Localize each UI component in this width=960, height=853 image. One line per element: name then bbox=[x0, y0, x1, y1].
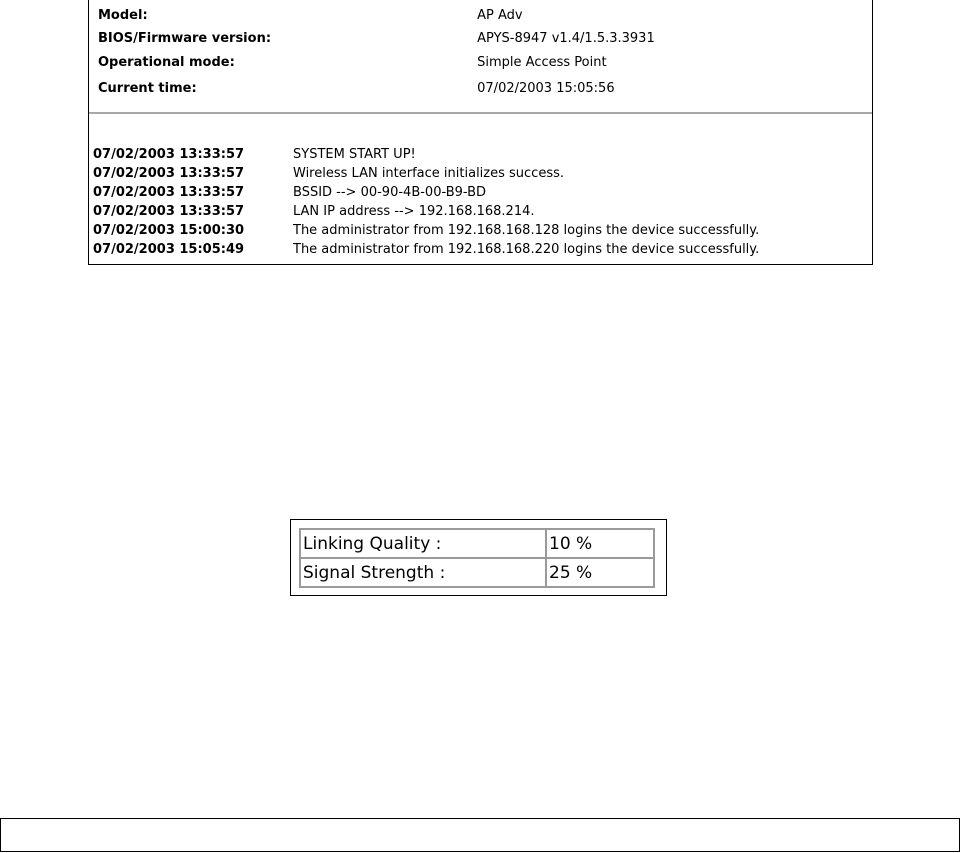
info-row-firmware bbox=[98, 29, 655, 49]
mode-value: Simple Access Point bbox=[477, 55, 607, 70]
model-value: AP Adv bbox=[477, 8, 523, 23]
log-entry bbox=[93, 221, 759, 240]
linking-quality-label: Linking Quality : bbox=[300, 529, 546, 558]
signal-table bbox=[299, 528, 655, 588]
signal-strength-label: Signal Strength : bbox=[300, 558, 546, 587]
table-row-linking-quality bbox=[300, 529, 654, 558]
log-entry bbox=[93, 240, 759, 259]
log-timestamp: 07/02/2003 15:00:30 bbox=[93, 223, 245, 238]
log-message: The administrator from 192.168.168.128 logins the device successfully. bbox=[293, 223, 760, 238]
log-message: BSSID --> 00-90-4B-00-B9-BD bbox=[293, 185, 487, 200]
log-entry bbox=[93, 145, 759, 164]
log-timestamp: 07/02/2003 13:33:57 bbox=[93, 185, 245, 200]
log-message: The administrator from 192.168.168.220 logins the device successfully. bbox=[293, 242, 760, 257]
info-row-current-time bbox=[98, 79, 615, 99]
log-message: SYSTEM START UP! bbox=[293, 147, 416, 162]
log-message: LAN IP address --> 192.168.168.214. bbox=[293, 204, 535, 219]
log-message: Wireless LAN interface initializes success. bbox=[293, 166, 565, 181]
bottom-frame bbox=[0, 818, 960, 852]
device-status-panel bbox=[88, 0, 873, 265]
signal-status-box bbox=[290, 519, 667, 596]
linking-quality-value: 10 % bbox=[546, 529, 654, 558]
info-row-model bbox=[98, 6, 523, 26]
log-entry bbox=[93, 183, 759, 202]
event-log bbox=[93, 145, 759, 259]
table-row-signal-strength bbox=[300, 558, 654, 587]
signal-strength-value: 25 % bbox=[546, 558, 654, 587]
firmware-label: BIOS/Firmware version: bbox=[98, 31, 272, 46]
current-time-value: 07/02/2003 15:05:56 bbox=[477, 81, 615, 96]
log-timestamp: 07/02/2003 13:33:57 bbox=[93, 166, 245, 181]
section-divider bbox=[89, 112, 872, 114]
log-timestamp: 07/02/2003 15:05:49 bbox=[93, 242, 245, 257]
current-time-label: Current time: bbox=[98, 81, 197, 96]
log-entry bbox=[93, 164, 759, 183]
info-row-mode bbox=[98, 53, 607, 73]
log-timestamp: 07/02/2003 13:33:57 bbox=[93, 147, 245, 162]
mode-label: Operational mode: bbox=[98, 55, 235, 70]
firmware-value: APYS-8947 v1.4/1.5.3.3931 bbox=[477, 31, 655, 46]
model-label: Model: bbox=[98, 8, 148, 23]
log-timestamp: 07/02/2003 13:33:57 bbox=[93, 204, 245, 219]
log-entry bbox=[93, 202, 759, 221]
